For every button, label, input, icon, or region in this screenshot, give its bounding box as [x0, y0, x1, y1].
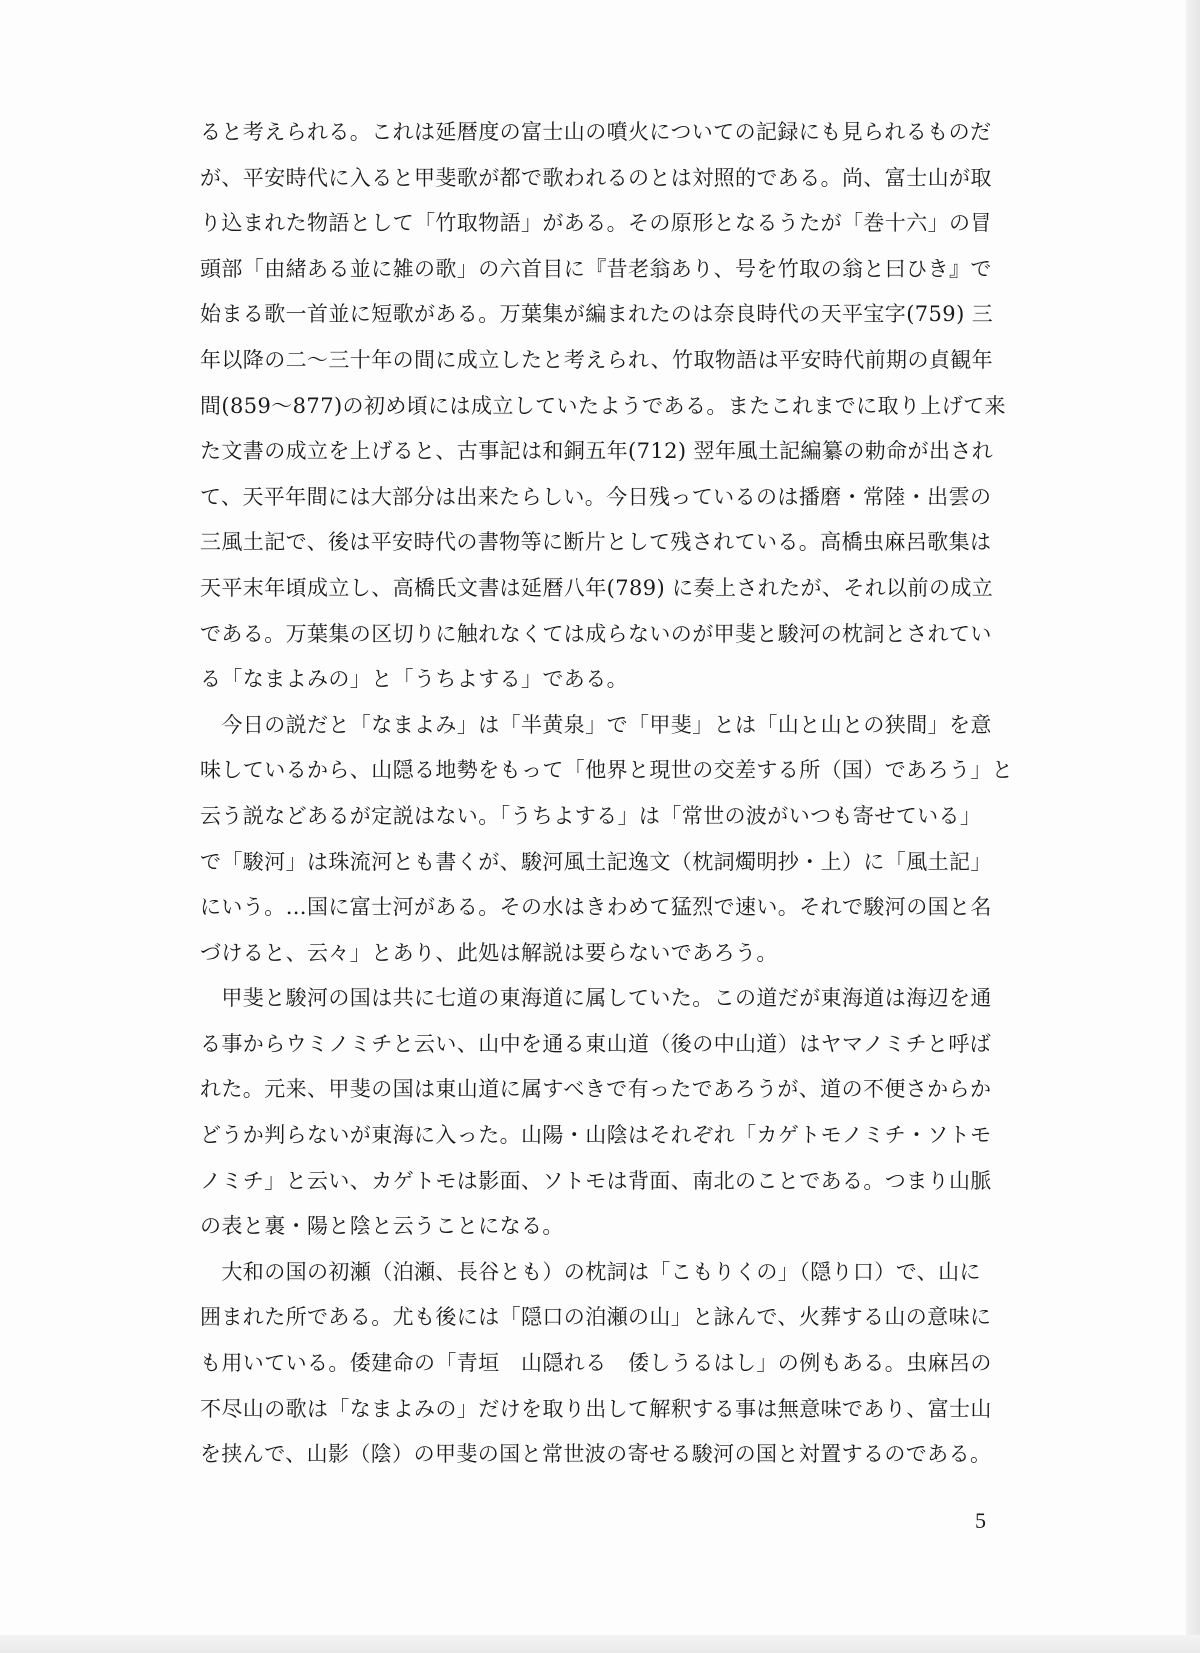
text-line: 頭部「由緒ある並に雑の歌」の六首目に『昔老翁あり、号を竹取の翁と曰ひき』で — [200, 256, 992, 281]
text-line: て、天平年間には大部分は出来たらしい。今日残っているのは播磨・常陸・出雲の — [200, 484, 992, 509]
text-line: 今日の説だと「なまよみ」は「半黄泉」で「甲斐」とは「山と山との狭間」を意 — [200, 712, 992, 737]
text-line: れた。元来、甲斐の国は東山道に属すべきで有ったであろうが、道の不便さからか — [200, 1077, 992, 1102]
text-line: づけると、云々」とあり、此処は解説は要らないであろう。 — [200, 940, 778, 965]
text-line: の表と裏・陽と陰と云うことになる。 — [200, 1214, 564, 1239]
body-text — [200, 110, 1014, 1478]
text-line: どうか判らないが東海に入った。山陽・山陰はそれぞれ「カゲトモノミチ・ソトモ — [200, 1123, 992, 1148]
text-line: 囲まれた所である。尤も後には「隠口の泊瀬の山」と詠んで、火葬する山の意味に — [200, 1305, 992, 1330]
text-line: た文書の成立を上げると、古事記は和銅五年(712) 翌年風土記編纂の勅命が出され — [200, 439, 994, 464]
text-line: 味しているから、山隠る地勢をもって「他界と現世の交差する所（国）であろう」と — [200, 758, 1014, 783]
text-line: 年以降の二〜三十年の間に成立したと考えられ、竹取物語は平安時代前期の貞観年 — [200, 347, 994, 372]
page-number: 5 — [975, 1508, 986, 1533]
scan-edge-right — [1186, 0, 1200, 1653]
text-line: ノミチ」と云い、カゲトモは影面、ソトモは背面、南北のことである。つまり山脈 — [200, 1168, 992, 1193]
text-line: 間(859〜877)の初め頃には成立していたようである。またこれまでに取り上げて来 — [200, 393, 1006, 418]
text-line: である。万葉集の区切りに触れなくては成らないのが甲斐と駿河の枕詞とされてい — [200, 621, 992, 646]
text-line: 天平末年頃成立し、高橋氏文書は延暦八年(789) に奏上されたが、それ以前の成立 — [200, 575, 994, 600]
text-line: 始まる歌一首並に短歌がある。万葉集が編まれたのは奈良時代の天平宝字(759) 三 — [200, 302, 994, 327]
text-line: り込まれた物語として「竹取物語」がある。その原形となるうたが「巻十六」の冒 — [200, 211, 992, 236]
text-line: 不尽山の歌は「なまよみの」だけを取り出して解釈する事は無意味であり、富士山 — [200, 1396, 992, 1421]
scan-edge-bottom — [0, 1635, 1200, 1653]
text-line: 云う説などあるが定説はない。「うちよする」は「常世の波がいつも寄せている」 — [200, 803, 982, 828]
text-line: る「なまよみの」と「うちよする」である。 — [200, 667, 628, 692]
text-line: で「駿河」は珠流河とも書くが、駿河風土記逸文（枕詞燭明抄・上）に「風土記」 — [200, 849, 992, 874]
text-line: 大和の国の初瀬（泊瀬、長谷とも）の枕詞は「こもりくの」（隠り口）で、山に — [200, 1259, 981, 1284]
text-line: 甲斐と駿河の国は共に七道の東海道に属していた。この道だが東海道は海辺を通 — [200, 986, 992, 1011]
text-line: る事からウミノミチと云い、山中を通る東山道（後の中山道）はヤマノミチと呼ば — [200, 1031, 992, 1056]
text-line: にいう。…国に富士河がある。その水はきわめて猛烈で速い。それで駿河の国と名 — [200, 895, 992, 920]
text-line: 三風土記で、後は平安時代の書物等に断片として残されている。高橋虫麻呂歌集は — [200, 530, 992, 555]
text-line: ると考えられる。これは延暦度の富士山の噴火についての記録にも見られるものだ — [200, 120, 992, 144]
text-line: が、平安時代に入ると甲斐歌が都で歌われるのとは対照的である。尚、富士山が取 — [200, 165, 992, 190]
text-line: を挟んで、山影（陰）の甲斐の国と常世波の寄せる駿河の国と対置するのである。 — [200, 1442, 992, 1467]
text-line: も用いている。倭建命の「青垣 山隠れる 倭しうるはし」の例もある。虫麻呂の — [200, 1351, 992, 1376]
